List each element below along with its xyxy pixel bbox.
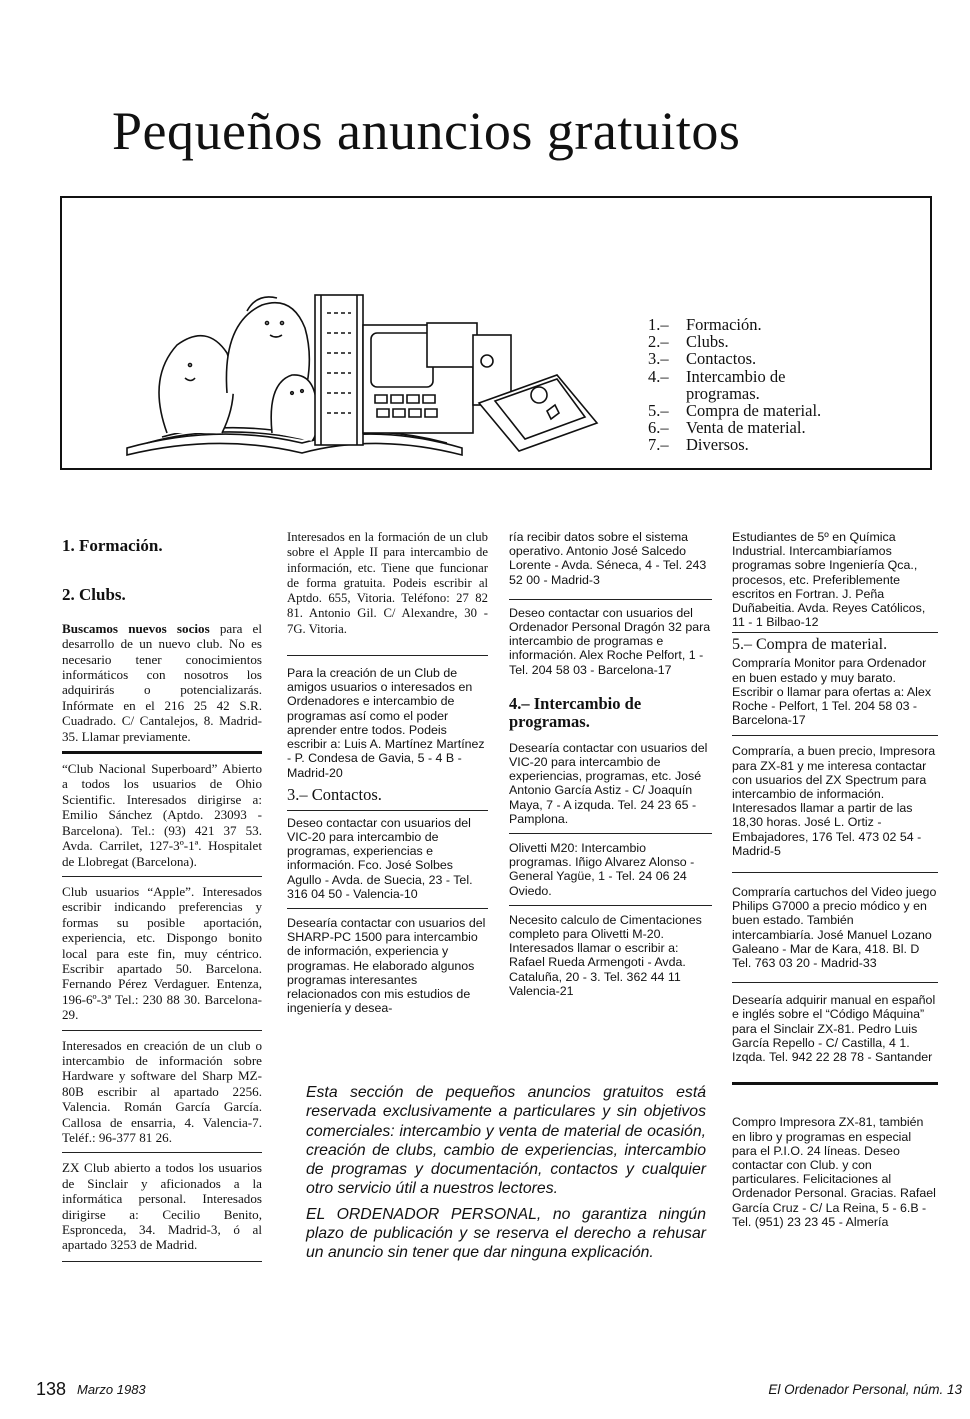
index-item: 1.– Formación. (648, 315, 762, 334)
notice-paragraph: EL ORDENADOR PERSONAL, no garantiza ningún plazo de publicación y se reserva el derecho a rehusar un anuncio sin tener que dar ninguna explicación. (306, 1205, 706, 1262)
divider (509, 833, 712, 834)
column-4 (732, 530, 938, 1229)
heading-clubs: 2. Clubs. (62, 585, 126, 605)
column-3 (509, 530, 712, 998)
divider (287, 810, 488, 811)
divider (732, 872, 938, 873)
classified-ad: “Club Nacional Superboard” Abierto a todos los usuarios de Ohio Scientific. Interesados dirigirse a: Emilio Sánchez (Aptdo. 23093 - Barcelona). Tel.: (93) 421 37 53. Avda. Carrilet, 127-3º-1ª. Hospitalet de Llobregat (Barcelona). (62, 761, 262, 869)
index-item: 3.– Contactos. (648, 349, 757, 369)
classified-ad: Para la creación de un Club de amigos usuarios o interesados en Ordenadores e intercambio de programas así como el poder aprender entre todos. Podeis escribir a: Luis A. Martínez Martínez - P. Condesa de Gavia, 5 - 4 B - Madrid-20 (287, 666, 485, 780)
classified-ad: Desearía contactar con usuarios del SHARP-PC 1500 para intercambio de información, experiencia y programas. He elaborado algunos programas interesantes relacionados con mis estudios de ingeniería y desea- (287, 915, 486, 1016)
divider (732, 632, 938, 633)
index-item: 6.– Venta de material. (648, 418, 806, 438)
index-item: 5.– Compra de material. (648, 401, 822, 421)
index-item: 4.– Intercambio de programas. (648, 366, 786, 403)
classified-ad: Compraría, a buen precio, Impresora para ZX-81 y me interesa contactar con usuarios del ZX Spectrum para intercambio de información. Interesados llamar a partir de las 18,30 horas. José L. Ortiz - Embajadores, 176 Tel. 473 02 54 - Madrid-5 (732, 744, 936, 858)
divider (509, 905, 712, 906)
illustration-readers-computers (87, 283, 647, 458)
classified-ad: Compraría cartuchos del Video juego Philips G7000 a precio módico y en buen estado. También intercambiaría. José Manuel Lozano Galeano - Mar de Kara, 418. Bl. D Tel. 763 03 20 - Madrid-33 (732, 885, 937, 971)
index-item: 2.– Clubs. (648, 332, 729, 352)
classified-ad: Deseo contactar con usuarios del Ordenador Personal Dragón 32 para intercambio de programas e información. Alex Roche Pelfort, 1 - Tel. 204 58 03 - Barcelona-17 (509, 605, 711, 677)
classified-ad: Estudiantes de 5º en Química Industrial. Intercambiaríamos programas sobre Ingeniería Qca., procesos, etc. Preferiblemente escritos en Fortran. J. Peña Duñabeitia. Avda. Reyes Católicos, 11 - 1 Bilbao-12 (732, 530, 926, 630)
section-index (648, 316, 856, 454)
classified-ad: Desearía adquirir manual en español e inglés sobre el “Código Máquina” para el Sinclair ZX-81. Pedro Luis García Repello - C/ Castilla, 4 1. Izqda. Tel. 942 22 28 78 - Santander (732, 993, 936, 1065)
classified-ad: Buscamos nuevos socios para el desarrollo de un nuevo club. No es necesario tener conocimientos informáticos con nosotros los adquirirás o potencializarás. Infórmate en el 216 25 42 S.R. Cuadrado. C/ Cantalejos, 8. Madrid-35. Llamar previamente. (62, 620, 262, 744)
notice-paragraph: Esta sección de pequeños anuncios gratuitos está reservada exclusivamente a particulares y sin objetivos comerciales: intercambio y venta de material de ocasión, creación de clubs, cambio de experiencias, intercambio de programas y documentación, contactos y cualquier otro servicio útil a nuestros lectores. (306, 1084, 706, 1198)
divider (732, 982, 938, 983)
divider (62, 876, 262, 877)
divider (287, 908, 488, 909)
classified-ad: Club usuarios “Apple”. Interesados escribir indicando preferencias y formas su posible aportación, experiencia, etc. Dispongo bonito local para este fin, muy céntrico. Escribir apartado 50. Barcelona. Fernando Pérez Verdaguer. Entenza, 196-6º-3ª Tel.: 230 88 30. Barcelona-29. (62, 883, 262, 1023)
divider (509, 599, 712, 600)
section-notice (306, 1083, 706, 1269)
heading-compra: 5.– Compra de material. (732, 636, 888, 654)
column-1 (62, 528, 262, 1269)
magazine-name: El Ordenador Personal, núm. 13 (768, 1382, 962, 1397)
divider (732, 735, 938, 736)
heading-intercambio: 4.– Intercambio de programas. (509, 693, 642, 731)
divider (62, 1030, 262, 1031)
divider (732, 1082, 938, 1085)
classified-ad: Deseo contactar con usuarios del VIC-20 para intercambio de programas, experiencias e información. Fco. José Solbes Agullo - Avda. de Suecia, 23 - Tel. 316 04 50 - Valencia-10 (287, 815, 473, 901)
classified-ad: Compraría Monitor para Ordenador en buen estado y muy barato. Escribir o llamar para ofertas a: Alex Roche - Pelfort, 1 Tel. 204 58 03 - Barcelona-17 (732, 656, 932, 728)
classified-ad: Olivetti M20: Intercambio programas. Iñigo Alvarez Alonso - General Yagüe, 1 - Tel. 24 06 24 Oviedo. (509, 841, 695, 898)
heading-contactos: 3.– Contactos. (287, 784, 382, 804)
divider (287, 655, 488, 656)
classified-ad: Interesados en creación de un club o intercambio de información sobre Hardware y software del Sharp MZ-80B escribir al apartado 2256. Valencia. Román García García. Callosa de ensarria, 4. Valencia-7. Teléf.: 96-377 81 26. (62, 1037, 262, 1145)
page-number: 138 (36, 1379, 67, 1399)
page-title: Pequeños anuncios gratuitos (112, 101, 741, 161)
classified-ad: Necesito calculo de Cimentaciones completo para Olivetti M-20. Interesados llamar o escribir a: Rafael Rueda Armengoti - Avda. Cataluña, 20 - 3. Tel. 362 44 11 Valencia-21 (509, 912, 702, 998)
classified-ad: ría recibir datos sobre el sistema operativo. Antonio José Salcedo Lorente - Avda. Séneca, 4 - Tel. 243 52 00 - Madrid-3 (509, 530, 707, 587)
index-item: 7.– Diversos. (648, 435, 749, 455)
column-2 (287, 530, 488, 1015)
heading-formacion: 1. Formación. (62, 536, 163, 555)
classified-ad: Interesados en la formación de un club sobre el Apple II para intercambio de información, etc. Tiene que funcionar de forma gratuita. Podeis escribir al Aptdo. 655, Vitoria. Teléfono: 27 82 81. Antonio Gil. C/ Alexandre, 30 - 7G. Vitoria. (287, 530, 488, 636)
classified-ad: Desearía contactar con usuarios del VIC-20 para intercambio de experiencias, programas, etc. José Antonio García Astiz - C/ Joaquín Maya, 7 - A izquda. Tel. 24 23 65 - Pamplona. (509, 740, 708, 826)
section-banner (60, 196, 932, 470)
issue-date: Marzo 1983 (77, 1382, 146, 1397)
divider (62, 751, 262, 754)
divider (62, 1261, 262, 1262)
classified-ad: ZX Club abierto a todos los usuarios de Sinclair y aficionados a la informática personal. Interesados dirigirse a: Cecilio Benito, Espronceda, 34. Madrid-3, ó al apartado 3253 de Madrid. (62, 1160, 262, 1253)
classified-ad: Compro Impresora ZX-81, también en libro y programas en especial para el P.I.O. 24 líneas. Deseo contactar con Club. y con particulares. Felicitaciones al Ordenador Personal. Gracias. Rafael García Cruz - C/ La Reina, 5 - 6.B - Tel. (951) 23 23 45 - Almería (732, 1115, 936, 1229)
divider (62, 1152, 262, 1153)
